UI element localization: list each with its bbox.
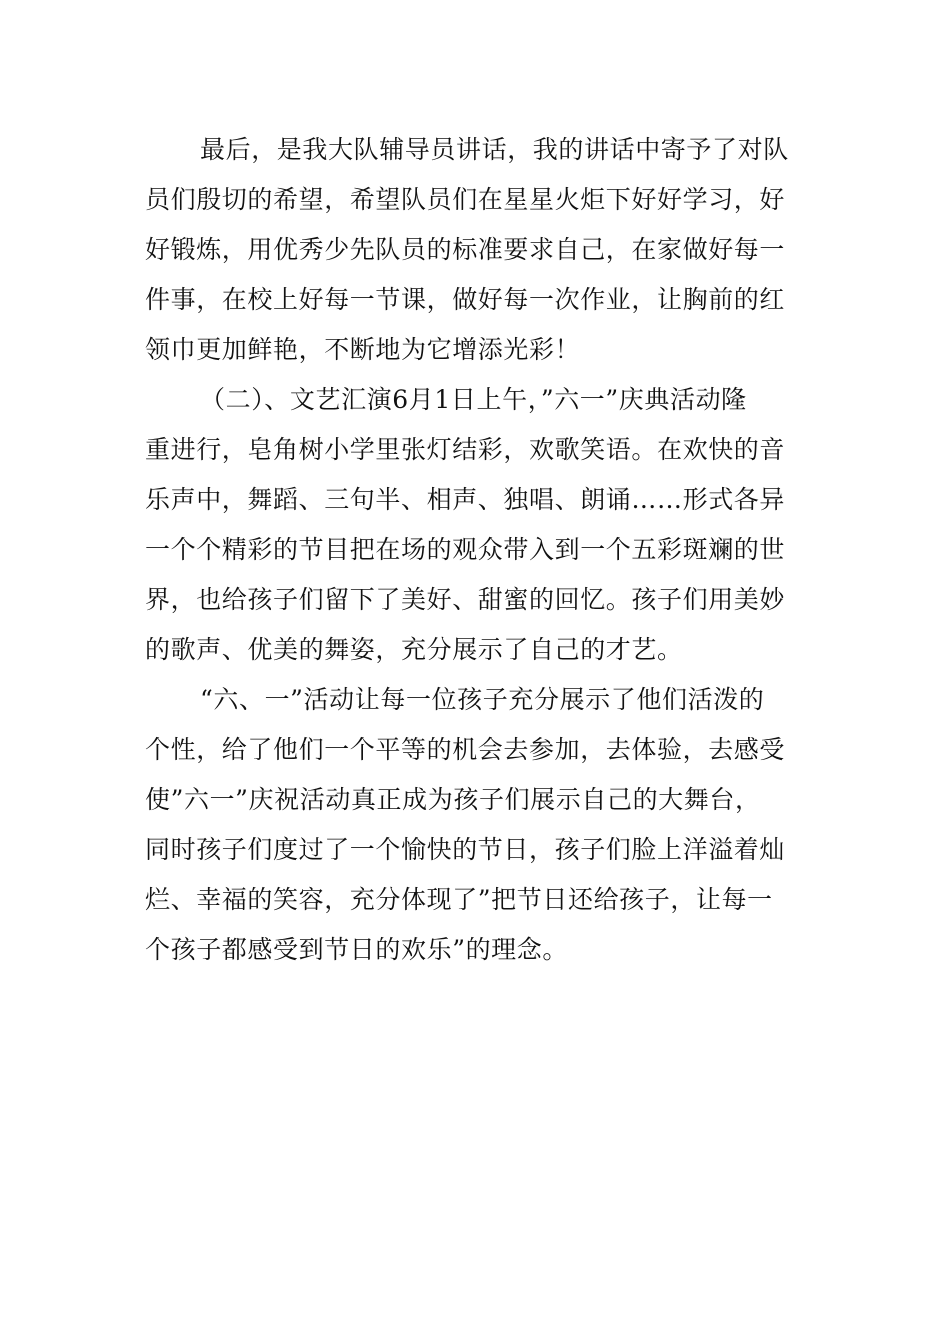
paragraph-1-line-2: 员们殷切的希望，希望队员们在星星火炬下好好学习，好 — [145, 185, 786, 214]
paragraph-2-line-5: 界，也给孩子们留下了美好、甜蜜的回忆。孩子们用美妙 — [145, 585, 786, 614]
paragraph-1-line-3: 好锻炼，用优秀少先队员的标准要求自己，在家做好每一 — [145, 235, 786, 264]
paragraph-2-line-2: 重进行，皂角树小学里张灯结彩，欢歌笑语。在欢快的音 — [145, 435, 786, 464]
paragraph-1-line-4: 件事，在校上好每一节课，做好每一次作业，让胸前的红 — [145, 285, 786, 314]
paragraph-2-line-6: 的歌声、优美的舞姿，充分展示了自己的才艺。 — [145, 635, 683, 664]
paragraph-3-line-5: 烂、幸福的笑容，充分体现了”把节日还给孩子，让每一 — [145, 885, 773, 914]
paragraph-1-line-5: 领巾更加鲜艳，不断地为它增添光彩！ — [145, 335, 581, 364]
paragraph-3-line-3: 使”六一”庆祝活动真正成为孩子们展示自己的大舞台， — [145, 785, 761, 814]
paragraph-2-line-4: 一个个精彩的节目把在场的观众带入到一个五彩斑斓的世 — [145, 535, 786, 564]
paragraph-2-line-3: 乐声中，舞蹈、三句半、相声、独唱、朗诵……形式各异 — [145, 485, 786, 514]
paragraph-3-line-1: “六、一”活动让每一位孩子充分展示了他们活泼的 — [200, 685, 765, 714]
paragraph-3-line-6: 个孩子都感受到节日的欢乐”的理念。 — [145, 935, 568, 964]
paragraph-3-line-2: 个性，给了他们一个平等的机会去参加，去体验，去感受 — [145, 735, 786, 764]
paragraph-1-line-1: 最后，是我大队辅导员讲话，我的讲话中寄予了对队 — [200, 135, 789, 164]
paragraph-2-line-1: （二）、文艺汇演6月1日上午，”六一”庆典活动隆 — [200, 385, 747, 414]
paragraph-3-line-4: 同时孩子们度过了一个愉快的节日，孩子们脸上洋溢着灿 — [145, 835, 786, 864]
